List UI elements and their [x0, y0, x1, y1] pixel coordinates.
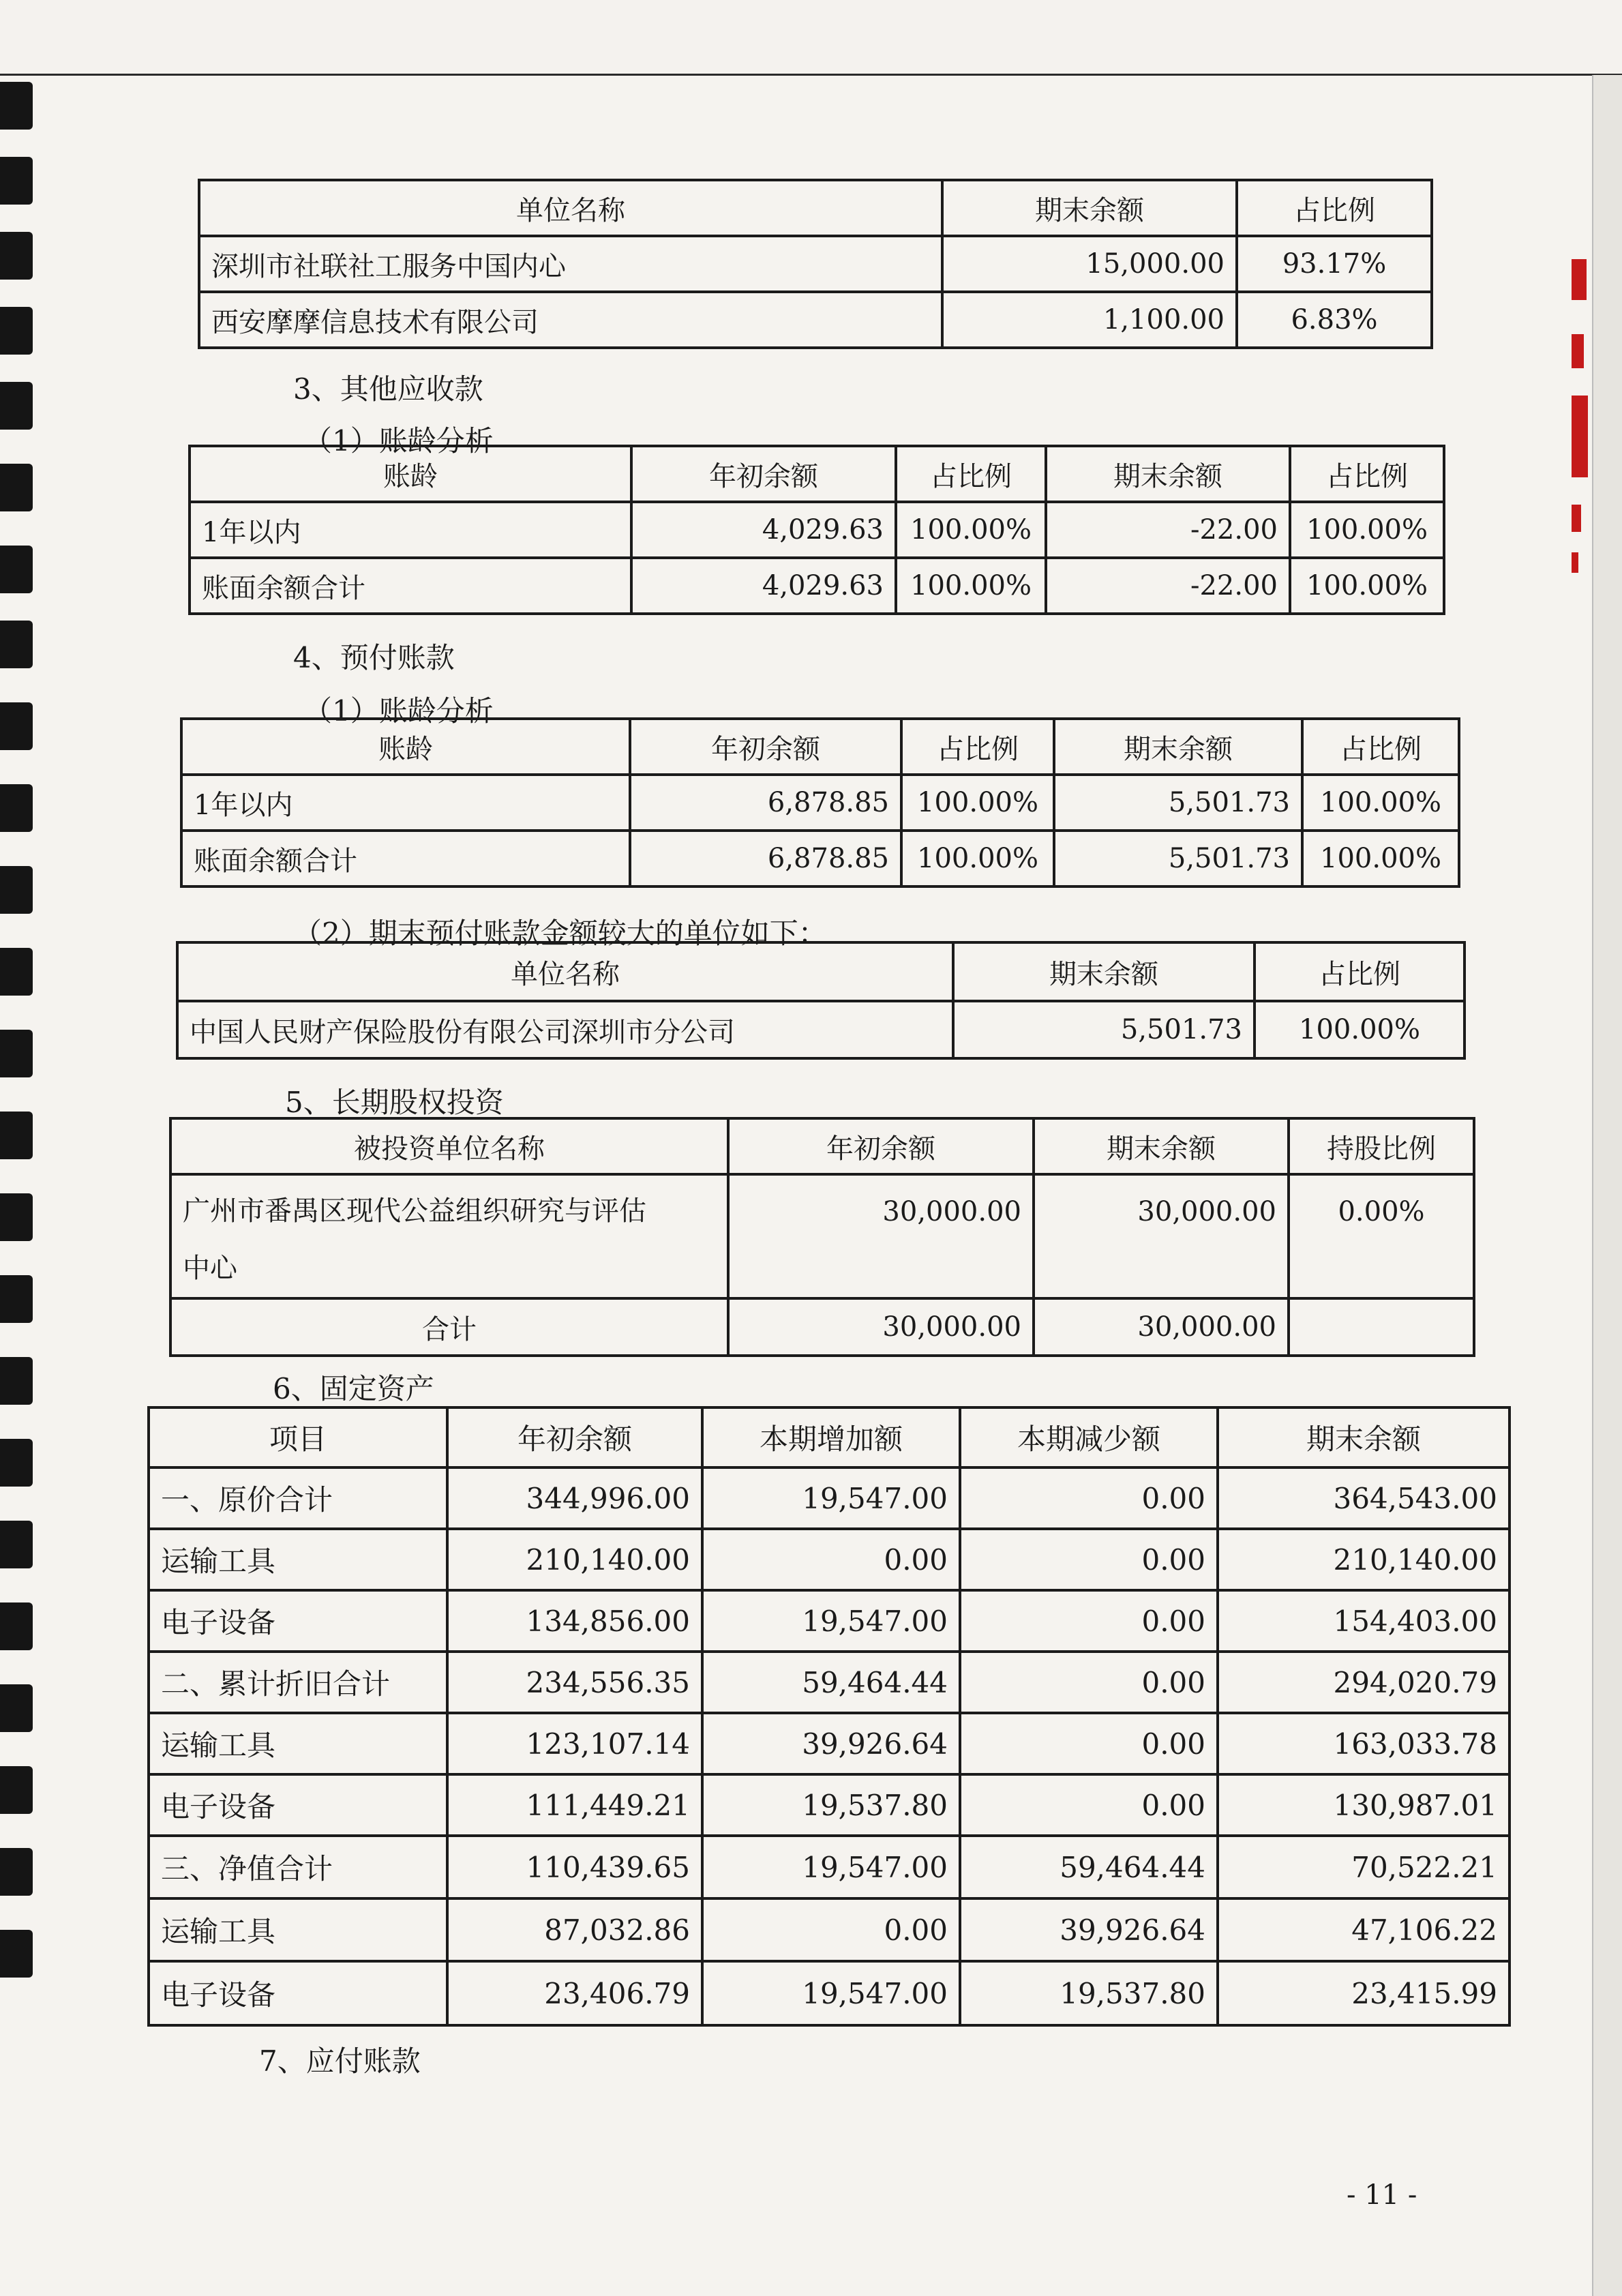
- section-4-title: 4、预付账款: [293, 641, 455, 674]
- investee-name-line-1: 广州市番禺区现代公益组织研究与评估: [183, 1195, 646, 1227]
- begin-balance: 4,029.63: [631, 558, 896, 614]
- increase: 0.00: [702, 1529, 960, 1590]
- item-label: 电子设备: [149, 1590, 447, 1652]
- table-row: [190, 558, 1444, 614]
- increase: 19,547.00: [702, 1961, 960, 2025]
- decrease: 59,464.44: [960, 1836, 1218, 1898]
- begin-balance: 4,029.63: [631, 502, 896, 558]
- investee-name: [170, 1174, 728, 1298]
- section-7-title: 7、应付账款: [259, 2044, 421, 2078]
- table-row: [177, 1001, 1465, 1058]
- header-ratio: 占比例: [1255, 942, 1465, 1001]
- header-begin-balance: 年初余额: [447, 1407, 702, 1467]
- holding-ratio: 0.00%: [1289, 1174, 1474, 1298]
- prepayments-units-table: [176, 941, 1466, 1060]
- unit-name: 中国人民财产保险股份有限公司深圳市分公司: [177, 1001, 953, 1058]
- end-balance: -22.00: [1046, 558, 1290, 614]
- end-balance: 15,000.00: [942, 236, 1237, 292]
- begin-balance: 30,000.00: [728, 1174, 1034, 1298]
- end-balance: 210,140.00: [1218, 1529, 1510, 1590]
- begin-balance: 134,856.00: [447, 1590, 702, 1652]
- item-label: 电子设备: [149, 1961, 447, 2025]
- begin-balance: 6,878.85: [630, 831, 901, 886]
- end-balance: 70,522.21: [1218, 1836, 1510, 1898]
- header-increase: 本期增加额: [702, 1407, 960, 1467]
- section-3-subtitle: （1）账龄分析: [303, 424, 494, 458]
- begin-balance: 111,449.21: [447, 1774, 702, 1836]
- decrease: 39,926.64: [960, 1898, 1218, 1961]
- header-unit-name: 单位名称: [177, 942, 953, 1001]
- decrease: 0.00: [960, 1590, 1218, 1652]
- header-unit-name: 单位名称: [199, 180, 942, 236]
- decrease: 19,537.80: [960, 1961, 1218, 2025]
- section-4-subtitle-2: （2）期末预付账款金额较大的单位如下：: [293, 916, 827, 950]
- decrease: 0.00: [960, 1467, 1218, 1529]
- end-balance: 364,543.00: [1218, 1467, 1510, 1529]
- table-row: [149, 1961, 1510, 2025]
- item-label: 一、原价合计: [149, 1467, 447, 1529]
- increase: 39,926.64: [702, 1713, 960, 1774]
- total-label: 合计: [170, 1298, 728, 1356]
- increase: 19,537.80: [702, 1774, 960, 1836]
- begin-balance: 87,032.86: [447, 1898, 702, 1961]
- table-row: [149, 1898, 1510, 1961]
- begin-balance: 234,556.35: [447, 1652, 702, 1713]
- section-6-title: 6、固定资产: [273, 1372, 434, 1405]
- fixed-assets-table: [147, 1406, 1511, 2027]
- end-balance: 23,415.99: [1218, 1961, 1510, 2025]
- begin-ratio: 100.00%: [896, 502, 1046, 558]
- aging-label: 账面余额合计: [190, 558, 631, 614]
- increase: 0.00: [702, 1898, 960, 1961]
- item-label: 运输工具: [149, 1529, 447, 1590]
- end-balance: 5,501.73: [953, 1001, 1255, 1058]
- table-row: [149, 1652, 1510, 1713]
- ratio: 6.83%: [1237, 292, 1432, 348]
- end-balance: 154,403.00: [1218, 1590, 1510, 1652]
- item-label: 运输工具: [149, 1713, 447, 1774]
- end-balance: 47,106.22: [1218, 1898, 1510, 1961]
- table-row: [181, 831, 1459, 886]
- header-end-balance: 期末余额: [942, 180, 1237, 236]
- aging-label: 账面余额合计: [181, 831, 630, 886]
- increase: 19,547.00: [702, 1590, 960, 1652]
- header-end-balance: 期末余额: [1054, 719, 1302, 775]
- header-ratio: 占比例: [1302, 719, 1459, 775]
- table-row: [170, 1174, 1474, 1298]
- header-holding-ratio: 持股比例: [1289, 1118, 1474, 1174]
- item-label: 三、净值合计: [149, 1836, 447, 1898]
- section-3-title: 3、其他应收款: [293, 372, 483, 406]
- header-end-balance: 期末余额: [1218, 1407, 1510, 1467]
- header-end-balance: 期末余额: [1034, 1118, 1289, 1174]
- header-decrease: 本期减少额: [960, 1407, 1218, 1467]
- begin-ratio: 100.00%: [896, 558, 1046, 614]
- increase: 19,547.00: [702, 1836, 960, 1898]
- receivables-units-table: [198, 179, 1433, 349]
- table-row: [149, 1774, 1510, 1836]
- item-label: 电子设备: [149, 1774, 447, 1836]
- end-balance: 5,501.73: [1054, 775, 1302, 831]
- table-row: [149, 1590, 1510, 1652]
- header-ratio: 占比例: [901, 719, 1054, 775]
- end-balance: 163,033.78: [1218, 1713, 1510, 1774]
- end-ratio: 100.00%: [1290, 502, 1444, 558]
- begin-ratio: 100.00%: [901, 775, 1054, 831]
- end-ratio: 100.00%: [1302, 775, 1459, 831]
- table-row: [149, 1713, 1510, 1774]
- table-row: [199, 236, 1432, 292]
- section-5-title: 5、长期股权投资: [285, 1086, 504, 1119]
- table-row: [181, 775, 1459, 831]
- item-label: 二、累计折旧合计: [149, 1652, 447, 1713]
- investee-name-line-2: 中心: [183, 1253, 237, 1284]
- ratio: 100.00%: [1255, 1001, 1465, 1058]
- table-row: [190, 502, 1444, 558]
- total-holding-ratio: [1289, 1298, 1474, 1356]
- table-row: [149, 1529, 1510, 1590]
- begin-balance: 110,439.65: [447, 1836, 702, 1898]
- increase: 19,547.00: [702, 1467, 960, 1529]
- aging-label: 1年以内: [181, 775, 630, 831]
- table-row-total: [170, 1298, 1474, 1356]
- header-ratio: 占比例: [1237, 180, 1432, 236]
- end-balance: 294,020.79: [1218, 1652, 1510, 1713]
- header-begin-balance: 年初余额: [728, 1118, 1034, 1174]
- ratio: 93.17%: [1237, 236, 1432, 292]
- end-balance: 1,100.00: [942, 292, 1237, 348]
- page-number: - 11 -: [1347, 2179, 1417, 2211]
- aging-label: 1年以内: [190, 502, 631, 558]
- other-receivables-aging-table: [188, 445, 1445, 615]
- long-term-equity-table: [169, 1117, 1475, 1357]
- increase: 59,464.44: [702, 1652, 960, 1713]
- end-balance: -22.00: [1046, 502, 1290, 558]
- begin-balance: 23,406.79: [447, 1961, 702, 2025]
- section-4-subtitle-1: （1）账龄分析: [303, 694, 494, 728]
- total-end-balance: 30,000.00: [1034, 1298, 1289, 1356]
- header-end-balance: 期末余额: [1046, 446, 1290, 502]
- header-item: 项目: [149, 1407, 447, 1467]
- table-row: [149, 1467, 1510, 1529]
- header-begin-balance: 年初余额: [630, 719, 901, 775]
- decrease: 0.00: [960, 1652, 1218, 1713]
- end-ratio: 100.00%: [1290, 558, 1444, 614]
- unit-name: 西安摩摩信息技术有限公司: [199, 292, 942, 348]
- header-investee-name: 被投资单位名称: [170, 1118, 728, 1174]
- decrease: 0.00: [960, 1774, 1218, 1836]
- header-end-balance: 期末余额: [953, 942, 1255, 1001]
- unit-name: 深圳市社联社工服务中国内心: [199, 236, 942, 292]
- begin-balance: 123,107.14: [447, 1713, 702, 1774]
- header-aging: 账龄: [181, 719, 630, 775]
- item-label: 运输工具: [149, 1898, 447, 1961]
- begin-balance: 6,878.85: [630, 775, 901, 831]
- header-ratio: 占比例: [1290, 446, 1444, 502]
- decrease: 0.00: [960, 1529, 1218, 1590]
- header-aging: 账龄: [190, 446, 631, 502]
- header-ratio: 占比例: [896, 446, 1046, 502]
- table-row: [149, 1836, 1510, 1898]
- end-ratio: 100.00%: [1302, 831, 1459, 886]
- end-balance: 5,501.73: [1054, 831, 1302, 886]
- begin-ratio: 100.00%: [901, 831, 1054, 886]
- begin-balance: 210,140.00: [447, 1529, 702, 1590]
- begin-balance: 344,996.00: [447, 1467, 702, 1529]
- total-begin-balance: 30,000.00: [728, 1298, 1034, 1356]
- end-balance: 30,000.00: [1034, 1174, 1289, 1298]
- end-balance: 130,987.01: [1218, 1774, 1510, 1836]
- table-row: [199, 292, 1432, 348]
- header-begin-balance: 年初余额: [631, 446, 896, 502]
- decrease: 0.00: [960, 1713, 1218, 1774]
- prepayments-aging-table: [180, 717, 1460, 888]
